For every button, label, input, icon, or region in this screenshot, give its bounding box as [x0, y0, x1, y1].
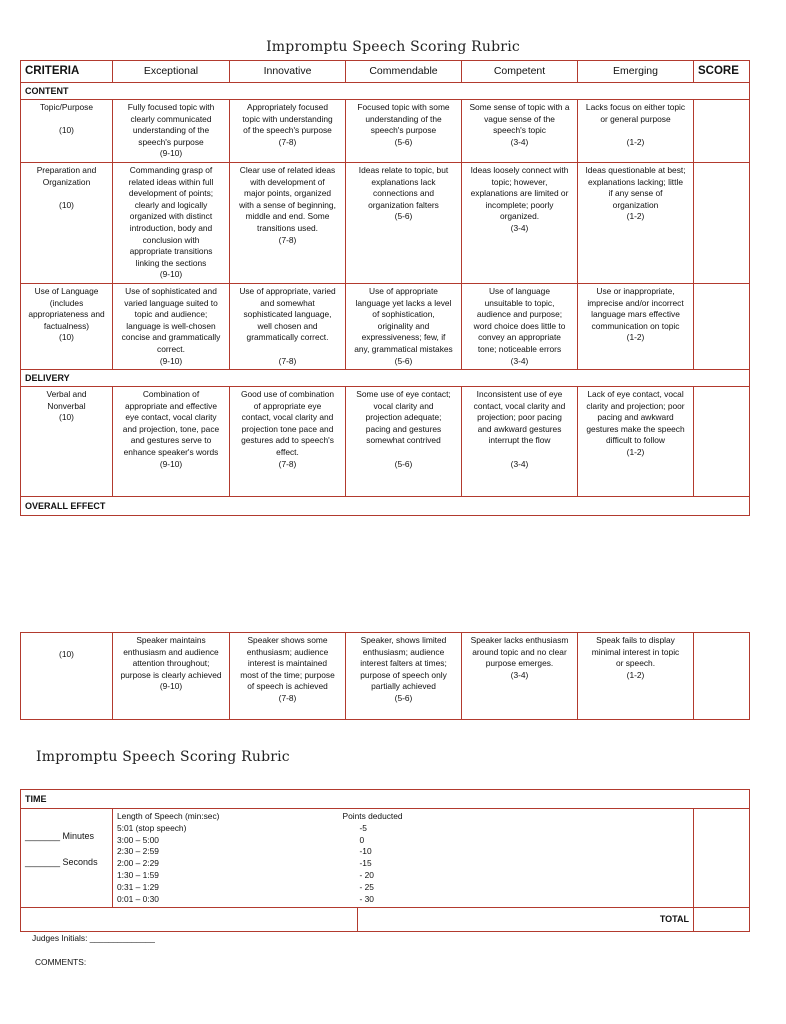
- text-line: explanations lack: [371, 176, 436, 187]
- text-line: (5-6): [394, 136, 413, 147]
- text-line: clearly communicated: [130, 113, 212, 124]
- text-line: Combination of: [142, 389, 200, 400]
- points-header: Points deducted: [342, 811, 403, 821]
- total-score-cell[interactable]: [694, 908, 750, 932]
- text-line: gestures add to speech's: [241, 435, 334, 446]
- level-cell: [462, 283, 578, 369]
- text-line: 0:31 – 1:29: [117, 881, 159, 892]
- text-line: contact, vocal clarity and: [473, 400, 566, 411]
- text-line: most of the time; purpose: [240, 669, 335, 680]
- text-line: conclusion with: [142, 234, 200, 245]
- text-line: connections and: [373, 188, 434, 199]
- text-line: understanding of the: [365, 113, 442, 124]
- text-line: [580, 125, 691, 137]
- text-line: of sophistication,: [372, 309, 435, 320]
- row-verbal: [21, 387, 750, 497]
- text-line: interrupt the flow: [488, 435, 551, 446]
- text-line: explanations are limited or: [470, 188, 569, 199]
- text-line: (9-10): [159, 355, 183, 366]
- text-line: sophisticated language,: [243, 309, 332, 320]
- time-body-row: [21, 809, 750, 908]
- text-line: -15: [359, 858, 372, 869]
- text-line: (10): [59, 332, 74, 343]
- text-line: eye contact, vocal clarity: [125, 412, 217, 423]
- text-line: Use of Language: [34, 285, 99, 296]
- text-line: factualness): [43, 320, 90, 331]
- level-cell: [113, 283, 230, 369]
- rubric-table: [20, 60, 750, 516]
- text-line: with development of: [250, 176, 325, 187]
- text-line: if any sense of: [608, 188, 663, 199]
- level-cell: [346, 163, 462, 284]
- text-line: Nonverbal: [47, 400, 86, 411]
- text-line: (5-6): [394, 211, 413, 222]
- text-line: [23, 188, 110, 200]
- text-line: language is well-chosen: [126, 320, 216, 331]
- text-line: pacing and gestures: [365, 423, 442, 434]
- text-line: (10): [59, 649, 74, 659]
- text-line: minimal interest in topic: [591, 646, 680, 657]
- header-exceptional: Exceptional: [113, 61, 230, 83]
- level-cell: [346, 283, 462, 369]
- text-line: 3:00 – 5:00: [117, 834, 159, 845]
- text-line: (5-6): [394, 355, 413, 366]
- text-line: Use of sophisticated and: [125, 285, 217, 296]
- text-line: linking the sections: [135, 257, 207, 268]
- text-line: organization falters: [368, 199, 439, 210]
- text-line: [232, 344, 343, 356]
- text-line: gestures make the speech: [586, 423, 685, 434]
- text-line: introduction, body and: [129, 222, 213, 233]
- section-overall-row: [21, 497, 750, 516]
- points-column: [342, 809, 694, 908]
- text-line: 0:01 – 0:30: [117, 893, 159, 904]
- row-topic: [21, 100, 750, 163]
- text-line: unsuitable to topic,: [484, 297, 555, 308]
- text-line: Speak fails to display: [596, 635, 675, 645]
- text-line: Some sense of topic with a: [469, 102, 570, 112]
- text-line: of appropriate eye: [253, 400, 322, 411]
- section-delivery-row: [21, 370, 750, 387]
- text-line: topic with understanding: [242, 113, 333, 124]
- level-cell: [462, 163, 578, 284]
- text-line: enthusiasm; audience: [362, 646, 445, 657]
- text-line: vocal clarity and: [373, 400, 434, 411]
- comments-label: COMMENTS:: [35, 957, 87, 967]
- header-emerging: Emerging: [578, 61, 694, 83]
- level-cell: [113, 633, 230, 720]
- text-line: expressiveness; few, if: [361, 332, 446, 343]
- text-line: transitions used.: [257, 222, 318, 233]
- score-cell[interactable]: [694, 100, 750, 163]
- text-line: interest falters at times;: [360, 658, 447, 669]
- text-line: - 30: [359, 893, 374, 904]
- text-line: clearly and logically: [134, 199, 208, 210]
- time-header-row: [21, 790, 750, 809]
- text-line: enhance speaker's words: [123, 447, 219, 458]
- text-line: enthusiasm; audience: [246, 646, 329, 657]
- text-line: or speech.: [615, 658, 656, 669]
- text-line: (5-6): [394, 458, 413, 469]
- text-line: contact, vocal clarity and: [241, 412, 334, 423]
- text-line: Verbal and: [46, 389, 87, 400]
- text-line: topic; however,: [491, 176, 548, 187]
- time-table: [20, 789, 750, 932]
- text-line: [348, 447, 459, 459]
- text-line: Commanding grasp of: [129, 165, 213, 175]
- text-line: 5:01 (stop speech): [117, 822, 187, 833]
- text-line: and projection, tone, pace: [122, 423, 220, 434]
- text-line: with a sense of beginning,: [239, 199, 336, 210]
- text-line: Use of language: [489, 285, 550, 296]
- text-line: (1-2): [626, 447, 645, 458]
- score-cell[interactable]: [694, 387, 750, 497]
- level-cell: [578, 100, 694, 163]
- text-line: Fully focused topic with: [127, 102, 215, 112]
- criteria-cell: [21, 633, 113, 720]
- text-line: (3-4): [510, 136, 529, 147]
- text-line: appropriateness and: [28, 309, 105, 320]
- judges-initials[interactable]: Judges Initials: ______________: [32, 933, 155, 943]
- text-line: word choice does little to: [473, 320, 566, 331]
- text-line: Inconsistent use of eye: [476, 389, 563, 400]
- level-cell: [113, 163, 230, 284]
- length-header: Length of Speech (min:sec): [117, 811, 220, 821]
- text-line: organized with distinct: [129, 211, 213, 222]
- section-delivery-label: DELIVERY: [21, 370, 750, 387]
- text-line: varied language suited to: [124, 297, 218, 308]
- header-score: SCORE: [694, 61, 750, 83]
- text-line: clarity and projection; poor: [586, 400, 685, 411]
- text-line: (7-8): [278, 458, 297, 469]
- section-content-row: [21, 83, 750, 100]
- text-line: incomplete; poorly: [485, 199, 554, 210]
- text-line: grammatically correct.: [246, 332, 329, 343]
- text-line: attention throughout;: [132, 658, 210, 669]
- text-line: correct.: [157, 343, 185, 354]
- time-label: TIME: [21, 790, 750, 809]
- text-line: - 25: [359, 881, 374, 892]
- criteria-cell: [21, 387, 113, 497]
- text-line: (9-10): [159, 458, 183, 469]
- text-line: speech's topic: [493, 125, 546, 136]
- text-line: appropriate and effective: [124, 400, 218, 411]
- overall-effect-table: [20, 632, 750, 720]
- header-commendable: Commendable: [346, 61, 462, 83]
- text-line: major points, organized: [243, 188, 332, 199]
- text-line: convey an appropriate: [478, 332, 561, 343]
- text-line: (3-4): [510, 669, 529, 680]
- text-line: related ideas within full: [128, 176, 214, 187]
- text-line: (7-8): [278, 136, 297, 147]
- text-line: of the speech's purpose: [243, 125, 332, 136]
- text-line: Topic/Purpose: [39, 102, 94, 112]
- level-cell: [578, 633, 694, 720]
- level-cell: [230, 283, 346, 369]
- text-line: interest is maintained: [247, 658, 328, 669]
- text-line: projection adequate;: [365, 412, 442, 423]
- text-line: [464, 447, 575, 459]
- text-line: -10: [359, 846, 372, 857]
- text-line: Clear use of related ideas: [239, 165, 336, 175]
- text-line: appropriate transitions: [129, 246, 213, 257]
- text-line: Use of appropriate: [369, 285, 438, 296]
- text-line: organization: [612, 199, 659, 210]
- text-line: difficult to follow: [606, 435, 665, 446]
- total-label: TOTAL: [358, 908, 694, 932]
- text-line: Good use of combination: [240, 389, 335, 400]
- text-line: (9-10): [159, 681, 183, 692]
- text-line: (1-2): [626, 136, 645, 147]
- total-row: [21, 908, 750, 932]
- text-line: Speaker maintains: [136, 635, 206, 645]
- page-title: Impromptu Speech Scoring Rubric: [266, 39, 520, 55]
- text-line: (10): [59, 199, 74, 210]
- level-cell: [346, 387, 462, 497]
- level-cell: [578, 387, 694, 497]
- text-line: (9-10): [159, 269, 183, 280]
- text-line: (7-8): [278, 692, 297, 703]
- text-line: Lacks focus on either topic: [585, 102, 686, 112]
- score-cell[interactable]: [694, 163, 750, 284]
- level-cell: [230, 387, 346, 497]
- criteria-cell: [21, 163, 113, 284]
- score-cell[interactable]: [694, 283, 750, 369]
- minutes-field[interactable]: _______ Minutes: [25, 831, 95, 841]
- score-cell[interactable]: [694, 633, 750, 720]
- header-competent: Competent: [462, 61, 578, 83]
- text-line: projection tone pace and: [241, 423, 334, 434]
- text-line: (9-10): [159, 148, 183, 159]
- text-line: understanding of the: [132, 125, 210, 136]
- text-line: (10): [59, 412, 74, 423]
- length-list: [117, 823, 356, 906]
- time-score-cell[interactable]: [694, 809, 750, 908]
- level-cell: [230, 100, 346, 163]
- text-line: organized.: [499, 211, 540, 222]
- seconds-field[interactable]: _______ Seconds: [25, 857, 98, 867]
- level-cell: [462, 633, 578, 720]
- text-line: Preparation and: [36, 165, 97, 175]
- text-line: originality and: [377, 320, 430, 331]
- text-line: concise and grammatically: [121, 332, 221, 343]
- level-cell: [578, 283, 694, 369]
- text-line: (7-8): [278, 355, 297, 366]
- text-line: speech's purpose: [138, 136, 204, 147]
- text-line: (3-4): [510, 222, 529, 233]
- text-line: development of points;: [128, 188, 214, 199]
- text-line: vague sense of the: [484, 113, 555, 124]
- text-line: 1:30 – 1:59: [117, 869, 159, 880]
- text-line: language yet lacks a level: [355, 297, 452, 308]
- header-row: [21, 61, 750, 83]
- text-line: audience and purpose;: [476, 309, 563, 320]
- text-line: (1-2): [626, 211, 645, 222]
- text-line: or general purpose: [600, 113, 671, 124]
- text-line: enthusiasm and audience: [123, 646, 219, 657]
- text-line: (1-2): [626, 332, 645, 343]
- text-line: imprecise and/or incorrect: [587, 297, 684, 308]
- criteria-cell: [21, 100, 113, 163]
- text-line: Speaker, shows limited: [360, 635, 447, 645]
- text-line: 2:00 – 2:29: [117, 858, 159, 869]
- level-cell: [230, 163, 346, 284]
- text-line: and awkward gestures: [477, 423, 562, 434]
- points-list: [360, 823, 692, 906]
- text-line: and gestures serve to: [130, 435, 212, 446]
- total-blank-cell: [21, 908, 358, 932]
- header-innovative: Innovative: [230, 61, 346, 83]
- text-line: (3-4): [510, 458, 529, 469]
- length-column: [113, 809, 358, 908]
- text-line: communication on topic: [591, 320, 680, 331]
- section-title: Impromptu Speech Scoring Rubric: [36, 749, 290, 765]
- text-line: (includes: [49, 297, 84, 308]
- text-line: purpose emerges.: [485, 658, 554, 669]
- text-line: language mars effective: [591, 309, 680, 320]
- level-cell: [113, 100, 230, 163]
- text-line: purpose is clearly achieved: [120, 669, 222, 680]
- row-overall: [21, 633, 750, 720]
- row-language: [21, 283, 750, 369]
- text-line: (3-4): [510, 355, 529, 366]
- text-line: topic and audience;: [134, 309, 208, 320]
- text-line: around topic and no clear: [472, 646, 567, 657]
- text-line: (10): [59, 125, 74, 136]
- text-line: -5: [359, 822, 367, 833]
- text-line: effect.: [276, 447, 299, 458]
- text-line: Use of appropriate, varied: [239, 285, 336, 296]
- text-line: any, grammatical mistakes: [354, 343, 453, 354]
- text-line: well chosen and: [257, 320, 318, 331]
- text-line: somewhat contrived: [366, 435, 441, 446]
- criteria-cell: [21, 283, 113, 369]
- time-entry-cell: [21, 809, 113, 908]
- text-line: (1-2): [626, 669, 645, 680]
- text-line: 0: [359, 834, 365, 845]
- text-line: Ideas questionable at best;: [585, 165, 686, 175]
- text-line: purpose of speech only: [360, 669, 447, 680]
- text-line: (7-8): [278, 234, 297, 245]
- text-line: tone; noticeable errors: [477, 343, 562, 354]
- row-preparation: [21, 163, 750, 284]
- text-line: - 20: [359, 869, 374, 880]
- level-cell: [578, 163, 694, 284]
- text-line: middle and end. Some: [245, 211, 330, 222]
- text-line: Speaker shows some: [247, 635, 328, 645]
- text-line: projection; poor pacing: [477, 412, 562, 423]
- level-cell: [462, 387, 578, 497]
- text-line: Ideas relate to topic, but: [358, 165, 449, 175]
- level-cell: [230, 633, 346, 720]
- text-line: Focused topic with some: [357, 102, 450, 112]
- text-line: Speaker lacks enthusiasm: [470, 635, 569, 645]
- header-criteria: CRITERIA: [21, 61, 113, 83]
- section-content-label: CONTENT: [21, 83, 750, 100]
- text-line: Ideas loosely connect with: [470, 165, 569, 175]
- level-cell: [346, 100, 462, 163]
- text-line: and somewhat: [260, 297, 315, 308]
- text-line: Lack of eye contact, vocal: [587, 389, 684, 400]
- text-line: 2:30 – 2:59: [117, 846, 159, 857]
- text-line: partially achieved: [371, 681, 436, 692]
- text-line: speech's purpose: [370, 125, 437, 136]
- level-cell: [346, 633, 462, 720]
- text-line: [23, 114, 110, 126]
- text-line: Some use of eye contact;: [356, 389, 451, 400]
- level-cell: [113, 387, 230, 497]
- text-line: (5-6): [394, 692, 413, 703]
- text-line: pacing and awkward: [597, 412, 674, 423]
- text-line: of speech is achieved: [247, 681, 328, 692]
- text-line: Organization: [42, 176, 91, 187]
- text-line: explanations lacking; little: [588, 176, 683, 187]
- text-line: Use or inappropriate,: [596, 285, 675, 296]
- section-overall-label: OVERALL EFFECT: [21, 497, 750, 516]
- text-line: Appropriately focused: [246, 102, 328, 112]
- level-cell: [462, 100, 578, 163]
